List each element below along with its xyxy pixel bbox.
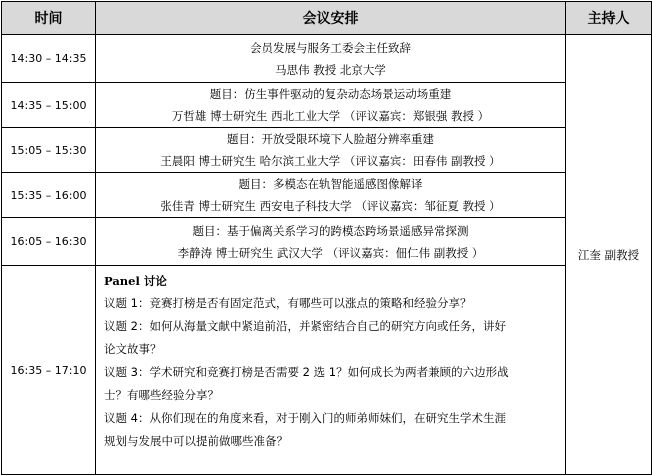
panel-title: Panel 讨论 [104, 274, 167, 288]
agenda-title: 会员发展与服务工委会主任致辞 [250, 40, 411, 55]
agenda-title: 题目：基于偏离关系学习的跨模态跨场景遥感异常探测 [192, 223, 469, 238]
agenda-cell [96, 35, 566, 83]
panel-line: 论文故事？ [104, 342, 162, 356]
agenda-title: 题目：多模态在轨智能遥感图像解译 [238, 177, 423, 191]
panel-cell [96, 266, 566, 475]
panel-line: 议题 2：如何从海量文献中紧追前沿，并紧密结合自己的研究方向或任务，讲好 [104, 319, 506, 333]
panel-line: 士？有哪些经验分享？ [104, 388, 219, 402]
header-time: 时间 [2, 2, 96, 35]
panel-line: 议题 1：竞赛打榜是否有固定范式，有哪些可以涨点的策略和经验分享？ [104, 296, 472, 310]
schedule-row [2, 218, 652, 266]
panel-line: 规划与发展中可以提前做哪些准备？ [104, 434, 288, 448]
schedule-row [2, 83, 652, 128]
schedule-row [2, 128, 652, 173]
time-cell: 14:35 – 15:00 [2, 83, 96, 128]
schedule-row [2, 35, 652, 83]
schedule-row [2, 173, 652, 218]
agenda-title: 题目：仿生事件驱动的复杂动态场景运动场重建 [209, 87, 452, 101]
header-row [2, 2, 652, 35]
time-cell: 14:30 – 14:35 [2, 35, 96, 83]
agenda-speaker: 张佳青 博士研究生 西安电子科技大学 （评议嘉宾：邹征夏 教授 ） [160, 199, 501, 213]
panel-line: 议题 3：学术研究和竞赛打榜是否需要 2 选 1？如何成长为两者兼顾的六边形战 [104, 365, 509, 379]
agenda-speaker: 王晨阳 博士研究生 哈尔滨工业大学 （评议嘉宾：田春伟 副教授 ） [160, 154, 501, 168]
agenda-cell [96, 218, 566, 266]
header-host: 主持人 [566, 2, 652, 35]
time-cell: 16:35 – 17:10 [2, 266, 96, 475]
agenda-cell [96, 173, 566, 218]
panel-row [2, 266, 652, 475]
agenda-speaker: 马思伟 教授 北京大学 [275, 62, 386, 77]
agenda-cell [96, 128, 566, 173]
schedule-table [1, 1, 652, 475]
header-agenda: 会议安排 [96, 2, 566, 35]
agenda-speaker: 万哲雄 博士研究生 西北工业大学 （评议嘉宾：郑银强 教授 ） [171, 109, 490, 123]
agenda-title: 题目：开放受限环境下人脸超分辨率重建 [227, 132, 434, 146]
panel-line: 议题 4：从你们现在的角度来看，对于刚入门的师弟师妹们，在研究生学术生涯 [104, 411, 506, 425]
time-cell: 15:35 – 16:00 [2, 173, 96, 218]
agenda-cell [96, 83, 566, 128]
time-cell: 16:05 – 16:30 [2, 218, 96, 266]
agenda-speaker: 李静涛 博士研究生 武汉大学 （评议嘉宾：佃仁伟 副教授 ） [177, 245, 484, 260]
host-cell: 江奎 副教授 [566, 35, 652, 475]
time-cell: 15:05 – 15:30 [2, 128, 96, 173]
